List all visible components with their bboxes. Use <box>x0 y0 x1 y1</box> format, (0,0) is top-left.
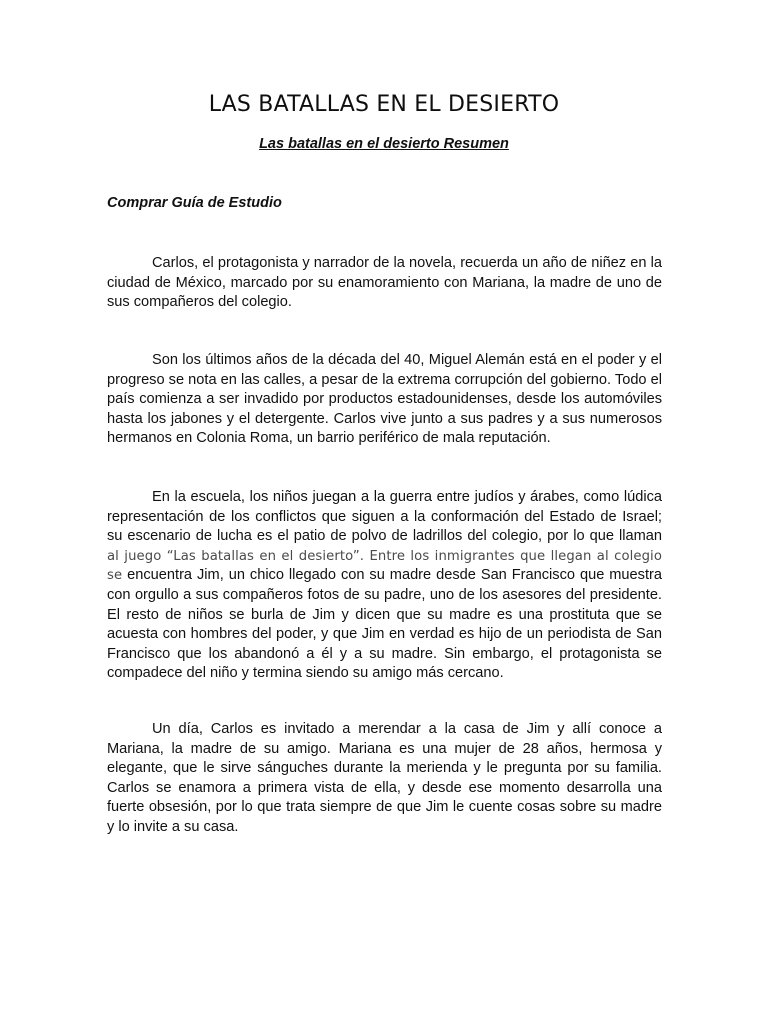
paragraph-3-part-b: al juego “Las batallas en el desierto”. Entre los inmigrantes que llegan al colegio se <box>107 548 662 584</box>
buy-study-guide-link[interactable]: Comprar Guía de Estudio <box>107 195 282 211</box>
paragraph-2: Son los últimos años de la década del 40, Miguel Alemán está en el poder y el progreso se nota en las calles, a pesar de la extrema corrupción del gobierno. Todo el país comienza a ser invadido por productos estadounidenses, desde los automóviles hasta los jabones y el detergente. Carlos vive junto a sus padres y a sus numerosos hermanos en Colonia Roma, un barrio periférico de mala reputación. <box>107 352 662 447</box>
paragraph-3-part-a: En la escuela, los niños juegan a la guerra entre judíos y árabes, como lúdica representación de los conflictos que siguen a la conformación del Estado de Israel; su escenario de lucha es el patio de polvo de ladrillos del colegio, por lo que llaman <box>107 489 662 545</box>
paragraph-3-part-c: encuentra Jim, un chico llegado con su madre desde San Francisco que muestra con orgullo a sus compañeros fotos de su padre, uno de los asesores del presidente. El resto de niños se burla de Jim y dicen que su madre es una prostituta que se acuesta con hombres del poder, y que Jim en verdad es hijo de un periodista de San Francisco que los abandonó a él y a su madre. Sin embargo, el protagonista se compadece del niño y termina siendo su amigo más cercano. <box>107 567 662 682</box>
paragraph-1: Carlos, el protagonista y narrador de la novela, recuerda un año de niñez en la ciudad de México, marcado por su enamoramiento con Mariana, la madre de uno de sus compañeros del colegio. <box>107 255 662 311</box>
paragraph-3 <box>107 488 662 684</box>
document-subtitle: Las batallas en el desierto Resumen <box>259 136 509 152</box>
paragraph-4: Un día, Carlos es invitado a merendar a la casa de Jim y allí conoce a Mariana, la madre de su amigo. Mariana es una mujer de 28 años, hermosa y elegante, que le sirve sánguches durante la merienda y le pregunta por su familia. Carlos se enamora a primera vista de ella, y desde ese momento desarrolla una fuerte obsesión, por lo que trata siempre de que Jim le cuente cosas sobre su madre y lo invite a su casa. <box>107 721 662 835</box>
document-title: LAS BATALLAS EN EL DESIERTO <box>208 92 560 117</box>
